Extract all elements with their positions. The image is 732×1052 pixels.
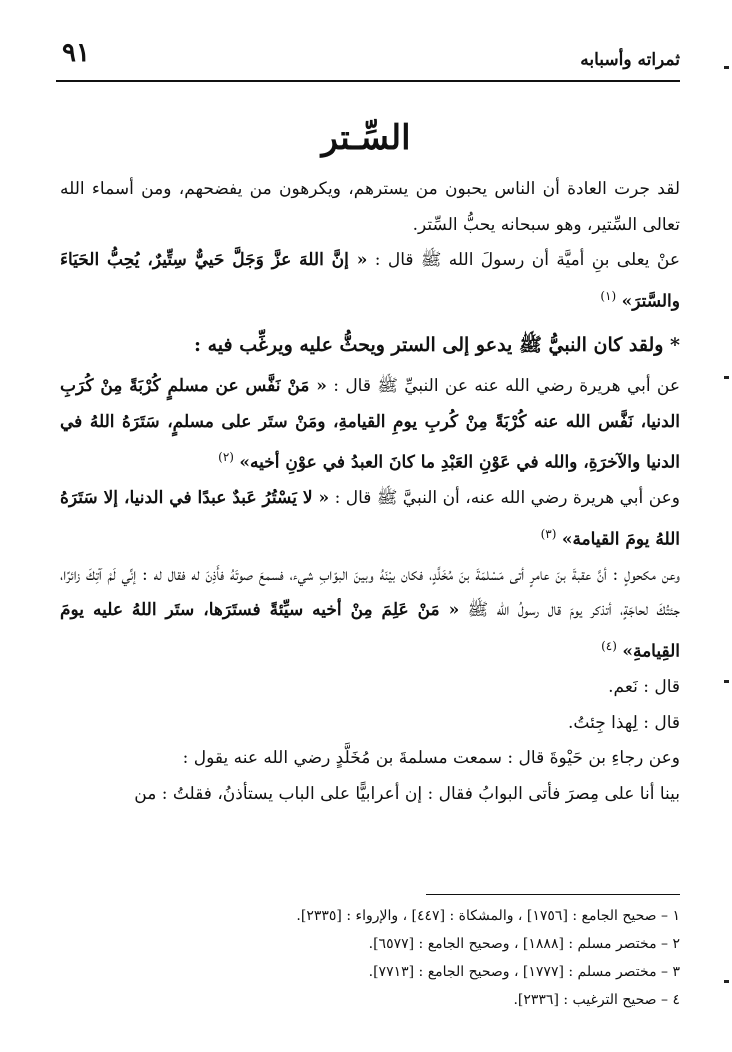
footnote-1: ١ – صحيح الجامع : [١٧٥٦] ، والمشكاة : [٤٤٧] ، والإرواء : [٢٣٣٥].	[296, 908, 680, 924]
hadith-quote: « إنَّ اللهَ عزَّ وَجَلَّ حَييٌّ سِتِّيرٌ، يُحِبُّ الحَيَاءَ والسَّترَ»	[60, 250, 680, 312]
header-rule	[56, 80, 680, 82]
paragraph-4	[60, 481, 680, 558]
paragraph-6: قال : نَعم.	[608, 677, 680, 698]
hadith-quote: « لا يَسْتُرُ عَبدٌ عبدًا في الدنيا، إلا سَتَرَهُ اللهُ يومَ القيامة»	[60, 488, 680, 550]
footnote-marker: (٣)	[540, 526, 557, 541]
edge-mark	[724, 66, 729, 69]
paragraph-5-text: وعن مكحولٍ : أنَّ عقبةَ بنَ عامرٍ أتى مَسْلمَةَ بنَ مُخَلَّدٍ، فكان بيْنَهُ وبينَ البوّابِ شيء، فسمعَ صوتَهُ فأَذِنَ له فقال له : إنِّي لَمْ آتِكَ زائرًا، جئتُكَ لحاجَةٍ، أتذكر يومَ قال رسولُ الله ﷺ	[60, 564, 680, 621]
section-heading: * ولقد كان النبيُّ ﷺ يدعو إلى الستر ويحثُّ عليه ويرغِّب فيه :	[193, 333, 680, 356]
paragraph-2	[60, 243, 680, 320]
edge-mark	[724, 376, 729, 379]
edge-mark	[724, 980, 729, 983]
paragraph-2-intro: عنْ يعلى بنِ أميَّة أن رسولَ الله ﷺ قال :	[367, 250, 680, 270]
hadith-quote: « مَنْ نَفَّس عن مسلمٍ كُرْبَةً مِنْ كُرَبِ الدنيا، نَفَّس الله عنه كُرْبَةً مِنْ كُربِ يومِ القيامةِ، ومَنْ ستَر على مسلمٍ، سَتَرَهُ اللهُ في الدنيا والآخرَةِ، والله في عَوْنِ العَبْدِ ما كانَ العبدُ في عوْنِ أخيه»	[60, 376, 680, 473]
edge-mark	[724, 680, 729, 683]
chapter-title: السِّـتر	[321, 118, 411, 158]
footnote-4: ٤ – صحيح الترغيب : [٢٣٣٦].	[513, 992, 680, 1008]
running-title: ثمراته وأسبابه	[580, 50, 680, 70]
paragraph-8: وعن رجاءِ بن حَيْوةَ قال : سمعت مسلمةَ بن مُخَلَّدٍ رضي الله عنه يقول :	[182, 748, 680, 769]
paragraph-7: قال : لِهذا جِئتُ.	[568, 712, 680, 733]
footnote-marker: (١)	[600, 288, 617, 303]
footnote-marker: (٤)	[601, 638, 617, 653]
paragraph-4-intro: وعن أبي هريرة رضي الله عنه، أن النبيَّ ﷺ قال :	[329, 488, 680, 509]
paragraph-3-intro: عن أبي هريرة رضي الله عنه عن النبيِّ ﷺ قال :	[326, 376, 681, 397]
paragraph-3	[60, 369, 680, 481]
footnote-marker: (٢)	[218, 450, 234, 465]
footnote-rule	[426, 894, 680, 895]
hadith-quote: « مَنْ عَلِمَ مِنْ أخيه سيِّئةً فستَرَها، ستَر اللهُ عليه يومَ القِيامةِ»	[60, 600, 680, 662]
body-text	[60, 172, 680, 812]
paragraph-9: بينا أنا على مِصرَ فأتى البوابُ فقال : إن أعرابيًّا على الباب يستأذنُ، فقلتُ : من	[134, 783, 680, 804]
footnotes	[60, 902, 680, 1014]
paragraph-5	[60, 558, 680, 670]
footnote-2: ٢ – مختصر مسلم : [١٨٨٨] ، وصحيح الجامع : [٦٥٧٧].	[368, 936, 680, 952]
footnote-3: ٣ – مختصر مسلم : [١٧٧٧] ، وصحيح الجامع : [٧٧١٣].	[368, 964, 680, 980]
paragraph-1: لقد جرت العادة أن الناس يحبون من يسترهم، ويكرهون من يفضحهم، ومن أسماء الله تعالى السِّتير، وهو سبحانه يحبُّ السِّتر.	[60, 179, 680, 235]
page-number: ٩١	[62, 38, 90, 68]
